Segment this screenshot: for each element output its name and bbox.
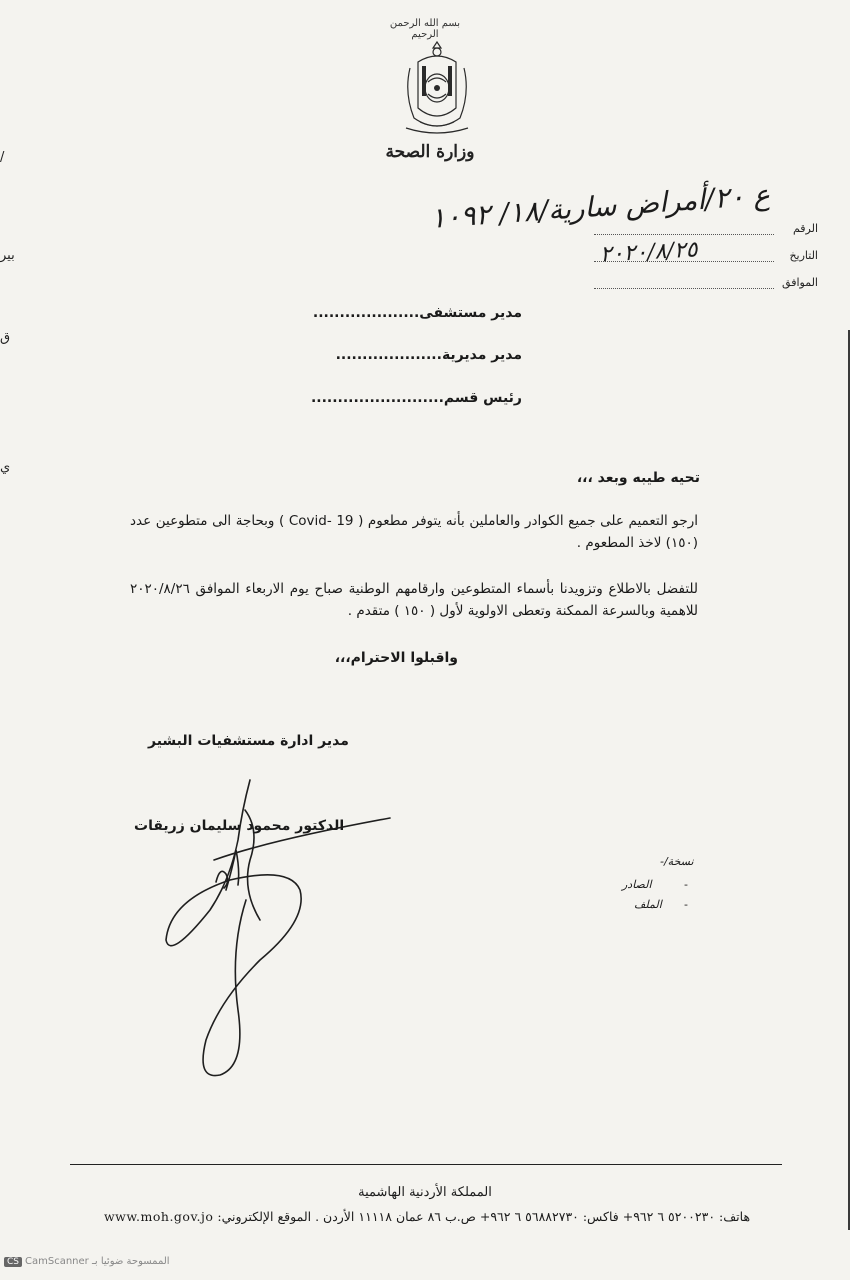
addressee-hospital [313, 305, 522, 321]
body-paragraph-2: للتفضل بالاطلاع وتزويدنا بأسماء المتطوعين وارقامهم الوطنية صباح يوم الاربعاء الموافق ٢٠٢٠/٨/٢٦ للاهمية وبالسرعة الممكنة وتعطى الاولوية لأول ( ١٥٠ ) متقدم . [130, 581, 698, 619]
addressee-label: مدير مديرية [441, 347, 522, 363]
camscanner-label: CamScanner [25, 1256, 89, 1267]
addressee-dots: ......................... [310, 390, 444, 406]
edge-artifact: ي [0, 460, 11, 475]
body-paragraph-1: ارجو التعميم على جميع الكوادر والعاملين بأنه يتوفر مطعوم ( Covid- 19 ) وبحاجة الى متطوعين عدد (١٥٠) لاخذ المطعوم . [130, 513, 698, 551]
ref-number-dots [594, 234, 774, 235]
addressee-department [311, 390, 522, 406]
footer-contact [60, 1209, 794, 1224]
addressee-directorate [336, 347, 522, 363]
camscanner-note: الممسوحة ضوئيا بـ [91, 1256, 170, 1267]
addressee-label: رئيس قسم [443, 390, 522, 406]
footer-kingdom: المملكة الأردنية الهاشمية [358, 1185, 492, 1200]
ref-date-label: التاريخ [789, 249, 818, 262]
edge-artifact: ق [0, 330, 11, 345]
edge-artifact: بير [0, 248, 15, 263]
copy-item-file: الملف [634, 898, 662, 911]
ref-date-handwritten: ٢٠٢٠/٨/٢٥ [599, 237, 699, 268]
ref-number-handwritten: ع ٢٠/أمراض سارية/١٨/ ١٠٩٢ [429, 178, 771, 235]
ref-hijri-dots [594, 288, 774, 289]
addressee-dots: .................... [312, 305, 420, 321]
camscanner-watermark [4, 1256, 170, 1267]
copies-heading: نسخة/- [660, 855, 694, 868]
ref-number-label: الرقم [792, 222, 818, 235]
footer-divider [70, 1164, 782, 1165]
camscanner-badge: CS [4, 1257, 22, 1267]
footer-website: www.moh.gov.jo [103, 1209, 214, 1224]
signer-name: الدكتور محمود سليمان زريقات [134, 818, 345, 834]
ref-hijri-label: الموافق [782, 276, 818, 289]
closing-line: واقبلوا الاحترام،،، [334, 650, 458, 666]
copy-item-outgoing: الصادر [622, 878, 652, 891]
handwritten-signature [150, 770, 400, 1100]
addressee-dots: .................... [335, 347, 442, 363]
copy-dash: - [684, 878, 688, 891]
footer-contact-text: هاتف: ٥٢٠٠٢٣٠ ٦ ٩٦٢+ فاكس: ٥٦٨٨٢٧٣٠ ٦ ٩٦٢+ ص.ب ٨٦ عمان ١١١١٨ الأردن . الموقع الإلكتروني: [217, 1209, 751, 1224]
ref-hijri-row [398, 272, 818, 296]
addressee-label: مدير مستشفى [419, 305, 522, 321]
copy-dash: - [684, 898, 688, 911]
signer-title: مدير ادارة مستشفيات البشير [148, 733, 349, 749]
basmala: بسم الله الرحمن الرحيم [389, 18, 461, 40]
ministry-name: وزارة الصحة [385, 142, 475, 162]
coat-of-arms-emblem [398, 38, 476, 138]
greeting: تحيه طيبه وبعد ،،، [576, 470, 700, 486]
edge-artifact: / [0, 150, 5, 165]
